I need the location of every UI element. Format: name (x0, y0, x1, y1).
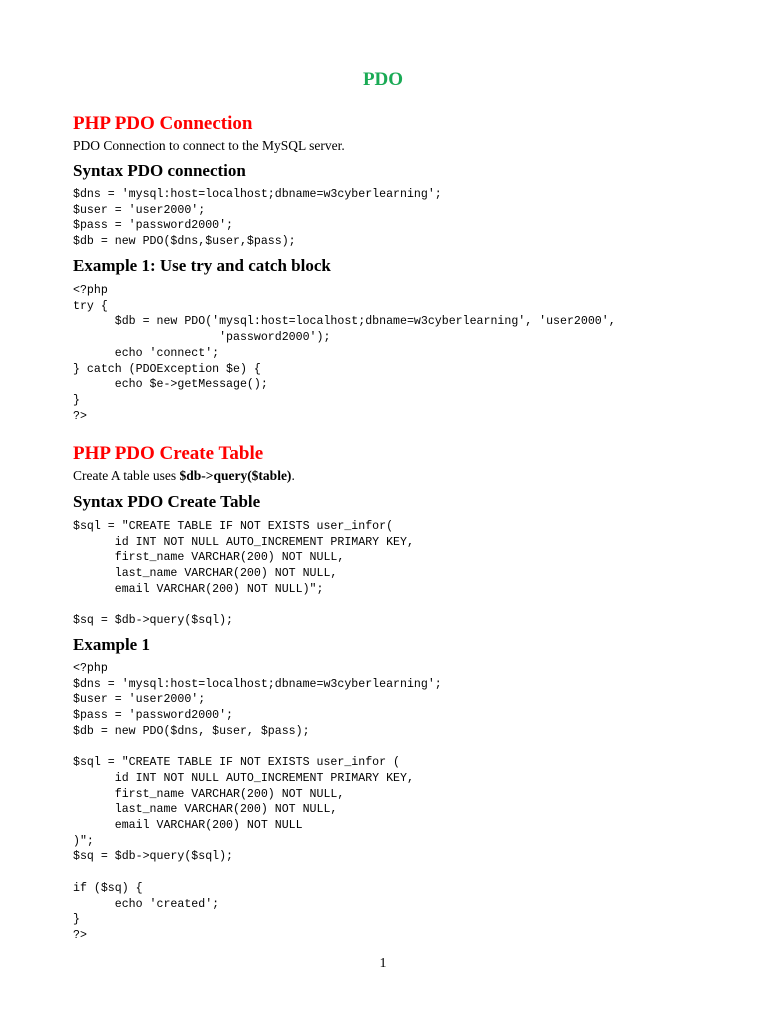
create-table-intro-prefix: Create A table uses (73, 468, 180, 483)
example-create-table-code: <?php $dns = 'mysql:host=localhost;dbname=w3cyberlearning'; $user = 'user2000'; $pass = 'password2000'; $db = new PDO($dns, $user, $pass); $sql = "CREATE TABLE IF NOT EXISTS user_infor ( id INT NOT NULL AUTO_INCREMENT PRIMARY KEY, first_name VARCHAR(200) NOT NULL, last_name VARCHAR(200) NOT NULL, email VARCHAR(200) NOT NULL )"; $sq = $db->query($sql); if ($sq) { echo 'created'; } ?> (73, 662, 442, 942)
page-title: PDO (362, 69, 404, 90)
section-heading-connection: PHP PDO Connection (73, 113, 253, 134)
section-heading-create-table: PHP PDO Create Table (73, 443, 264, 464)
create-table-intro-suffix: . (291, 468, 295, 483)
create-table-intro-method: $db->query($table) (179, 468, 292, 483)
example-try-catch-code: <?php try { $db = new PDO('mysql:host=localhost;dbname=w3cyberlearning', 'user2000', 'password2000'); echo 'connect'; } catch (PDOException $e) { echo $e->getMessage(); } ?> (73, 284, 616, 423)
syntax-connection-code: $dns = 'mysql:host=localhost;dbname=w3cyberlearning'; $user = 'user2000'; $pass = 'password2000'; $db = new PDO($dns,$user,$pass); (73, 188, 442, 249)
syntax-create-table-heading: Syntax PDO Create Table (73, 492, 261, 511)
document-page (73, 0, 713, 1024)
syntax-connection-heading: Syntax PDO connection (73, 161, 246, 180)
example-create-table-heading: Example 1 (73, 635, 150, 654)
syntax-create-table-code: $sql = "CREATE TABLE IF NOT EXISTS user_infor( id INT NOT NULL AUTO_INCREMENT PRIMARY KEY, first_name VARCHAR(200) NOT NULL, last_name VARCHAR(200) NOT NULL, email VARCHAR(200) NOT NULL)"; $sq = $db->query($sql); (73, 520, 414, 628)
create-table-intro (73, 467, 295, 485)
example-try-catch-heading: Example 1: Use try and catch block (73, 256, 331, 275)
connection-intro: PDO Connection to connect to the MySQL server. (73, 138, 345, 153)
page-number: 1 (379, 956, 387, 971)
